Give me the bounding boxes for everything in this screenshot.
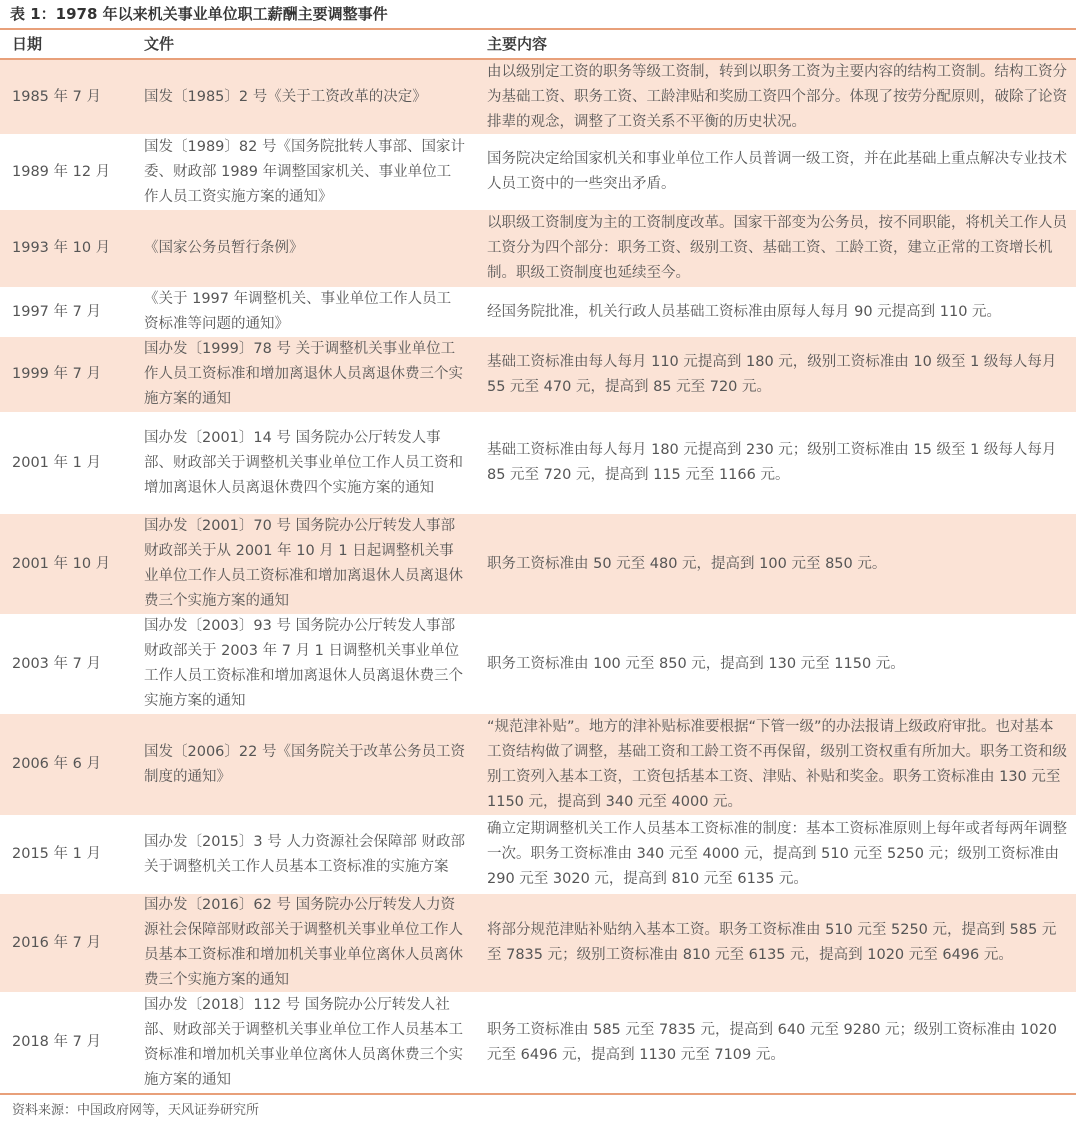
date-cell: 2006 年 6 月 <box>12 756 101 772</box>
table-row <box>0 287 1076 337</box>
document-cell: 国发〔1985〕2 号《关于工资改革的决定》 <box>144 88 427 105</box>
content-cell: 以职级工资制度为主的工资制度改革。国家干部变为公务员，按不同职能，将机关工作人员工资分为四个部分：职务工资、级别工资、基础工资、工龄工资，建立正常的工资增长机制。职级工资制度也延续至今。 <box>487 215 1067 281</box>
table-header-row <box>0 30 1076 60</box>
document-cell: 国办发〔1999〕78 号 关于调整机关事业单位工作人员工资标准和增加离退休人员离退休费三个实施方案的通知 <box>144 341 463 407</box>
header-document: 文件 <box>144 34 175 53</box>
table-row <box>0 210 1076 287</box>
content-cell: 职务工资标准由 100 元至 850 元，提高到 130 元至 1150 元。 <box>487 655 905 672</box>
date-cell: 2001 年 10 月 <box>12 555 111 572</box>
content-cell: 由以级别定工资的职务等级工资制，转到以职务工资为主要内容的结构工资制。结构工资分为基础工资、职务工资、工龄津贴和奖励工资四个部分。体现了按劳分配原则，破除了论资排辈的观念，调整了工资关系不平衡的历史状况。 <box>487 63 1067 130</box>
date-cell: 2018 年 7 月 <box>12 1034 101 1050</box>
document-cell: 《关于 1997 年调整机关、事业单位工作人员工资标准等问题的通知》 <box>144 291 452 332</box>
table-row <box>0 412 1076 514</box>
date-cell: 1989 年 12 月 <box>12 163 111 180</box>
date-cell: 2003 年 7 月 <box>12 655 101 672</box>
table-row <box>0 514 1076 614</box>
document-cell: 国发〔2006〕22 号《国务院关于改革公务员工资制度的通知》 <box>144 743 465 785</box>
document-cell: 国办发〔2015〕3 号 人力资源社会保障部 财政部关于调整机关工作人员基本工资标准的实施方案 <box>144 833 465 875</box>
date-cell: 1999 年 7 月 <box>12 366 101 382</box>
table-row <box>0 992 1076 1093</box>
content-cell: 基础工资标准由每人每月 110 元提高到 180 元，级别工资标准由 10 级至 1 级每人每月 55 元至 470 元，提高到 85 元至 720 元。 <box>487 353 1057 395</box>
adjustment-events-table <box>0 28 1076 1095</box>
document-cell: 国办发〔2018〕112 号 国务院办公厅转发人社部、财政部关于调整机关事业单位工作人员基本工资标准和增加机关事业单位离休人员离休费三个实施方案的通知 <box>144 996 463 1088</box>
date-cell: 2015 年 1 月 <box>12 846 101 862</box>
header-date: 日期 <box>12 34 43 53</box>
header-content: 主要内容 <box>487 34 548 53</box>
content-cell: 职务工资标准由 50 元至 480 元，提高到 100 元至 850 元。 <box>487 555 887 572</box>
date-cell: 2016 年 7 月 <box>12 934 101 951</box>
table-row <box>0 815 1076 894</box>
date-cell: 1985 年 7 月 <box>12 88 101 105</box>
table-title: 表 1：1978 年以来机关事业单位职工薪酬主要调整事件 <box>10 5 388 23</box>
document-cell: 国发〔1989〕82 号《国务院批转人事部、国家计委、财政部 1989 年调整国家机关、事业单位工作人员工资实施方案的通知》 <box>144 138 465 205</box>
content-cell: 职务工资标准由 585 元至 7835 元，提高到 640 元至 9280 元；级别工资标准由 1020 元至 6496 元，提高到 1130 元至 7109 元。 <box>487 1021 1058 1063</box>
document-cell: 国办发〔2001〕14 号 国务院办公厅转发人事部、财政部关于调整机关事业单位工作人员工资和增加离退休人员离退休费四个实施方案的通知 <box>144 429 463 496</box>
document-cell: 国办发〔2016〕62 号 国务院办公厅转发人力资源社会保障部财政部关于调整机关事业单位工作人员基本工资标准和增加机关事业单位离休人员离休费三个实施方案的通知 <box>144 897 463 988</box>
date-cell: 2001 年 1 月 <box>12 454 101 471</box>
table-row <box>0 714 1076 815</box>
date-cell: 1993 年 10 月 <box>12 240 111 256</box>
content-cell: 基础工资标准由每人每月 180 元提高到 230 元；级别工资标准由 15 级至 1 级每人每月 85 元至 720 元，提高到 115 元至 1166 元。 <box>487 442 1057 483</box>
content-cell: “规范津补贴”。地方的津补贴标准要根据“下管一级”的办法报请上级政府审批。也对基本工资结构做了调整，基础工资和工龄工资不再保留，级别工资权重有所加大。职务工资和级别工资列入基本工资，工资包括基本工资、津贴、补贴和奖金。职务工资标准由 130 元至 1150 元，提高到 340 元至 4000 元。 <box>487 718 1067 810</box>
document-cell: 《国家公务员暂行条例》 <box>144 240 304 256</box>
date-cell: 1997 年 7 月 <box>12 303 101 320</box>
table-row <box>0 614 1076 714</box>
table-row <box>0 60 1076 134</box>
content-cell: 将部分规范津贴补贴纳入基本工资。职务工资标准由 510 元至 5250 元，提高到 585 元至 7835 元；级别工资标准由 810 元至 6135 元，提高到 1020 元至 6496 元。 <box>487 922 1057 963</box>
document-cell: 国办发〔2003〕93 号 国务院办公厅转发人事部财政部关于 2003 年 7 月 1 日调整机关事业单位工作人员工资标准和增加离退休人员离退休费三个实施方案的通知 <box>144 618 463 709</box>
table-row <box>0 337 1076 412</box>
source-note: 资料来源：中国政府网等，天风证券研究所 <box>12 1103 260 1118</box>
document-cell: 国办发〔2001〕70 号 国务院办公厅转发人事部财政部关于从 2001 年 10 月 1 日起调整机关事业单位工作人员工资标准和增加离退休人员离退休费三个实施方案的通知 <box>144 518 463 609</box>
table-row <box>0 134 1076 210</box>
content-cell: 国务院决定给国家机关和事业单位工作人员普调一级工资，并在此基础上重点解决专业技术人员工资中的一些突出矛盾。 <box>487 151 1067 192</box>
table-row <box>0 894 1076 992</box>
content-cell: 经国务院批准，机关行政人员基础工资标准由原每人每月 90 元提高到 110 元。 <box>487 303 1002 320</box>
content-cell: 确立定期调整机关工作人员基本工资标准的制度：基本工资标准原则上每年或者每两年调整一次。职务工资标准由 340 元至 4000 元，提高到 510 元至 5250 元；级别工资标准由 290 元至 3020 元，提高到 810 元至 6135 元。 <box>487 821 1067 887</box>
